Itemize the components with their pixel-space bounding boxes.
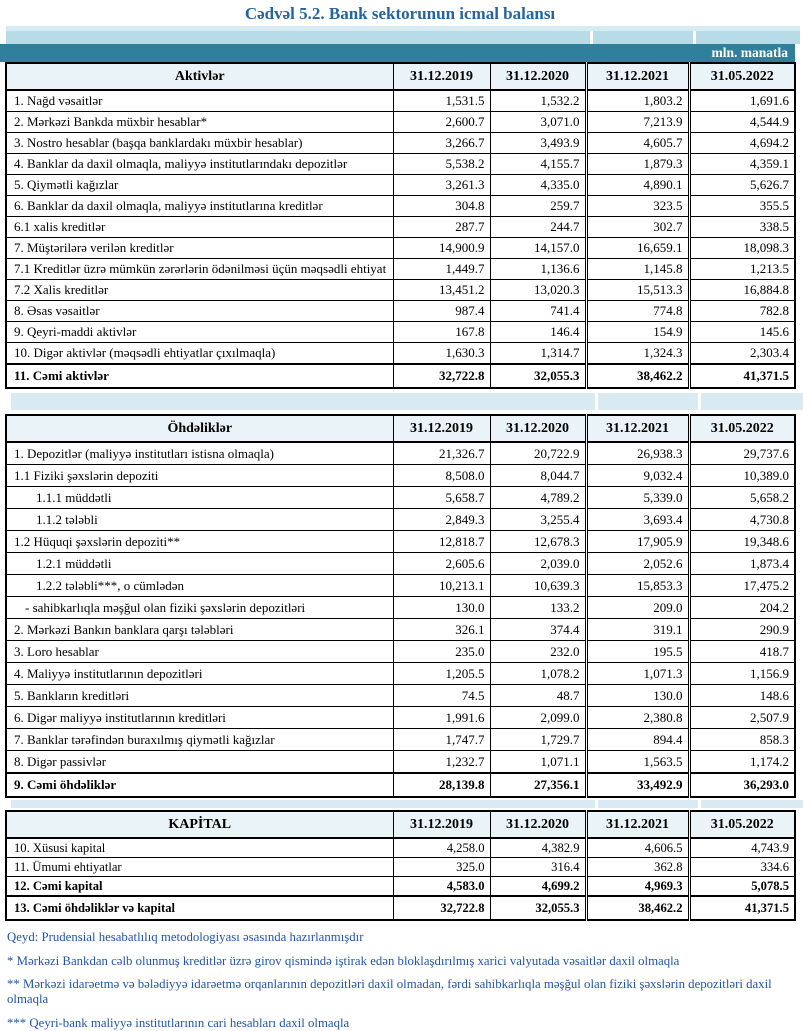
cell-value: 3,255.4	[490, 509, 586, 531]
row-label: 6.1 xalis kreditlər	[6, 217, 393, 238]
table-row	[6, 259, 795, 280]
table-row	[6, 641, 795, 663]
cell-value: 1,071.1	[490, 751, 586, 774]
cell-value: 13,020.3	[490, 280, 586, 301]
cell-value: 2,052.6	[586, 553, 689, 575]
row-label: 10. Digər aktivlər (məqsədli ehtiyatlar çıxılmaqla)	[6, 343, 393, 365]
cell-value: 858.3	[689, 729, 795, 751]
cell-value: 38,462.2	[586, 896, 689, 920]
cell-value: 17,905.9	[586, 531, 689, 553]
table-header-row	[6, 63, 795, 90]
cell-value: 10,639.3	[490, 575, 586, 597]
footnotes	[7, 930, 800, 1031]
cell-value: 1,156.9	[689, 663, 795, 685]
cell-value: 145.6	[689, 322, 795, 343]
row-label: 4. Banklar da daxil olmaqla, maliyyə institutlarındakı depozitlər	[6, 154, 393, 175]
cell-value: 323.5	[586, 196, 689, 217]
cell-value: 304.8	[393, 196, 490, 217]
decor-band-light	[6, 31, 800, 44]
cell-value: 1,232.7	[393, 751, 490, 774]
cell-value: 1,174.2	[689, 751, 795, 774]
cell-value: 4,699.2	[490, 877, 586, 897]
cell-value: 12,678.3	[490, 531, 586, 553]
cell-value: 4,694.2	[689, 133, 795, 154]
row-label: 7.1 Kreditlər üzrə mümkün zərərlərin ödənilməsi üçün məqsədli ehtiyat	[6, 259, 393, 280]
cell-value: 146.4	[490, 322, 586, 343]
band-column-gap	[698, 800, 701, 808]
cell-value: 1,873.4	[689, 553, 795, 575]
cell-value: 4,890.1	[586, 175, 689, 196]
cell-value: 2,605.6	[393, 553, 490, 575]
cell-value: 3,261.3	[393, 175, 490, 196]
cell-value: 26,938.3	[586, 442, 689, 465]
row-label: 9. Qeyri-maddi aktivlər	[6, 322, 393, 343]
table-row	[6, 597, 795, 619]
cell-value: 16,659.1	[586, 238, 689, 259]
cell-value: 3,071.0	[490, 112, 586, 133]
cell-value: 5,339.0	[586, 487, 689, 509]
cell-value: 1,803.2	[586, 90, 689, 112]
cell-value: 2,039.0	[490, 553, 586, 575]
cell-value: 2,849.3	[393, 509, 490, 531]
table-row	[6, 90, 795, 112]
table-row	[6, 575, 795, 597]
cell-value: 8,508.0	[393, 465, 490, 487]
cell-value: 302.7	[586, 217, 689, 238]
table-row	[6, 301, 795, 322]
cell-value: 19,348.6	[689, 531, 795, 553]
row-label: 8. Əsas vəsaitlər	[6, 301, 393, 322]
cell-value: 259.7	[490, 196, 586, 217]
table-row	[6, 685, 795, 707]
table-row	[6, 509, 795, 531]
cell-value: 4,258.0	[393, 838, 490, 858]
cell-value: 10,389.0	[689, 465, 795, 487]
column-header: 31.12.2020	[490, 415, 586, 442]
row-label: 1.1.1 müddətli	[6, 487, 393, 509]
section-title: Aktivlər	[6, 63, 393, 90]
table-row	[6, 663, 795, 685]
cell-value: 5,626.7	[689, 175, 795, 196]
cell-value: 894.4	[586, 729, 689, 751]
band-column-gap	[595, 393, 598, 410]
cell-value: 154.9	[586, 322, 689, 343]
table-row	[6, 858, 795, 877]
cell-value: 1,136.6	[490, 259, 586, 280]
cell-value: 12,818.7	[393, 531, 490, 553]
band-column-gap	[698, 393, 701, 410]
row-label: 3. Nostro hesablar (başqa banklardakı müxbir hesablar)	[6, 133, 393, 154]
cell-value: 4,382.9	[490, 838, 586, 858]
cell-value: 741.4	[490, 301, 586, 322]
cell-value: 338.5	[689, 217, 795, 238]
table-row	[6, 280, 795, 301]
band-column-gap	[595, 800, 598, 808]
footnote: ** Mərkəzi idarəetmə və bələdiyyə idarəetmə orqanlarının depozitləri daxil olmadan, fərdi sahibkarlıqla məşğul olan fiziki şəxslərin depozitləri daxil olmaqla	[7, 977, 772, 1006]
cell-value: 1,563.5	[586, 751, 689, 774]
row-label: 1.2.1 müddətli	[6, 553, 393, 575]
cell-value: 9,032.4	[586, 465, 689, 487]
cell-value: 774.8	[586, 301, 689, 322]
cell-value: 32,055.3	[490, 364, 586, 388]
cell-value: 782.8	[689, 301, 795, 322]
row-label: 7. Banklar tərəfindən buraxılmış qiymətli kağızlar	[6, 729, 393, 751]
section-title: KAPİTAL	[6, 811, 393, 838]
table-row	[6, 465, 795, 487]
table-row	[6, 217, 795, 238]
cell-value: 20,722.9	[490, 442, 586, 465]
cell-value: 1,449.7	[393, 259, 490, 280]
table-row	[6, 487, 795, 509]
row-label: 6. Digər maliyyə institutlarının kreditləri	[6, 707, 393, 729]
cell-value: 195.5	[586, 641, 689, 663]
cell-value: 2,099.0	[490, 707, 586, 729]
cell-value: 355.5	[689, 196, 795, 217]
cell-value: 16,884.8	[689, 280, 795, 301]
cell-value: 2,303.4	[689, 343, 795, 365]
column-header: 31.12.2020	[490, 811, 586, 838]
cell-value: 2,600.7	[393, 112, 490, 133]
table-aktivler	[5, 62, 796, 389]
row-label: 11. Ümumi ehtiyatlar	[6, 858, 393, 877]
row-label: 5. Qiymətli kağızlar	[6, 175, 393, 196]
table-row	[6, 364, 795, 388]
cell-value: 1,747.7	[393, 729, 490, 751]
cell-value: 36,293.0	[689, 773, 795, 797]
row-label: 5. Bankların kreditləri	[6, 685, 393, 707]
cell-value: 3,266.7	[393, 133, 490, 154]
cell-value: 209.0	[586, 597, 689, 619]
cell-value: 325.0	[393, 858, 490, 877]
cell-value: 33,492.9	[586, 773, 689, 797]
band-column-gap	[590, 31, 593, 44]
cell-value: 5,538.2	[393, 154, 490, 175]
cell-value: 2,507.9	[689, 707, 795, 729]
cell-value: 133.2	[490, 597, 586, 619]
cell-value: 130.0	[586, 685, 689, 707]
cell-value: 4,359.1	[689, 154, 795, 175]
cell-value: 1,078.2	[490, 663, 586, 685]
column-header: 31.12.2019	[393, 63, 490, 90]
cell-value: 4,789.2	[490, 487, 586, 509]
page-title: Cədvəl 5.2. Bank sektorunun icmal balansı	[244, 4, 556, 23]
footnote: *** Qeyri-bank maliyyə institutlarının cari hesabları daxil olmaqla	[7, 1015, 350, 1030]
row-label: 1. Depozitlər (maliyyə institutları istisna olmaqla)	[6, 442, 393, 465]
cell-value: 2,380.8	[586, 707, 689, 729]
row-label: 7.2 Xalis kreditlər	[6, 280, 393, 301]
cell-value: 17,475.2	[689, 575, 795, 597]
cell-value: 5,658.7	[393, 487, 490, 509]
row-label: 1.2.2 tələbli***, o cümlədən	[6, 575, 393, 597]
cell-value: 48.7	[490, 685, 586, 707]
table-row	[6, 707, 795, 729]
cell-value: 232.0	[490, 641, 586, 663]
section-separator	[11, 393, 803, 410]
cell-value: 1,314.7	[490, 343, 586, 365]
row-label: 8. Digər passivlər	[6, 751, 393, 774]
cell-value: 235.0	[393, 641, 490, 663]
table-row	[6, 112, 795, 133]
section-title: Öhdəliklər	[6, 415, 393, 442]
cell-value: 290.9	[689, 619, 795, 641]
cell-value: 987.4	[393, 301, 490, 322]
cell-value: 130.0	[393, 597, 490, 619]
cell-value: 1,630.3	[393, 343, 490, 365]
cell-value: 319.1	[586, 619, 689, 641]
column-header: 31.05.2022	[689, 811, 795, 838]
cell-value: 1,691.6	[689, 90, 795, 112]
cell-value: 418.7	[689, 641, 795, 663]
unit-label: mln. manatla	[711, 45, 788, 60]
cell-value: 28,139.8	[393, 773, 490, 797]
cell-value: 167.8	[393, 322, 490, 343]
cell-value: 29,737.6	[689, 442, 795, 465]
column-header: 31.12.2020	[490, 63, 586, 90]
row-label: 7. Müştərilərə verilən kreditlər	[6, 238, 393, 259]
row-label: 11. Cəmi aktivlər	[6, 364, 393, 388]
cell-value: 4,605.7	[586, 133, 689, 154]
cell-value: 18,098.3	[689, 238, 795, 259]
row-label: 2. Mərkəzi Bankda müxbir hesablar*	[6, 112, 393, 133]
row-label: 3. Loro hesablar	[6, 641, 393, 663]
cell-value: 21,326.7	[393, 442, 490, 465]
cell-value: 8,044.7	[490, 465, 586, 487]
cell-value: 204.2	[689, 597, 795, 619]
table-row	[6, 238, 795, 259]
cell-value: 38,462.2	[586, 364, 689, 388]
cell-value: 5,078.5	[689, 877, 795, 897]
row-label: - sahibkarlıqla məşğul olan fiziki şəxslərin depozitləri	[6, 597, 393, 619]
cell-value: 7,213.9	[586, 112, 689, 133]
row-label: 9. Cəmi öhdəliklər	[6, 773, 393, 797]
unit-band	[0, 44, 795, 62]
cell-value: 1,532.2	[490, 90, 586, 112]
column-header: 31.05.2022	[689, 415, 795, 442]
tables-container	[5, 62, 794, 921]
column-header: 31.12.2021	[586, 63, 689, 90]
cell-value: 32,722.8	[393, 364, 490, 388]
table-row	[6, 553, 795, 575]
cell-value: 32,055.3	[490, 896, 586, 920]
cell-value: 362.8	[586, 858, 689, 877]
row-label: 10. Xüsusi kapital	[6, 838, 393, 858]
cell-value: 27,356.1	[490, 773, 586, 797]
cell-value: 1,991.6	[393, 707, 490, 729]
cell-value: 334.6	[689, 858, 795, 877]
cell-value: 14,900.9	[393, 238, 490, 259]
cell-value: 1,205.5	[393, 663, 490, 685]
row-label: 2. Mərkəzi Bankın banklara qarşı tələbləri	[6, 619, 393, 641]
column-header: 31.12.2021	[586, 811, 689, 838]
row-label: 12. Cəmi kapital	[6, 877, 393, 897]
cell-value: 4,155.7	[490, 154, 586, 175]
table-row	[6, 773, 795, 797]
cell-value: 32,722.8	[393, 896, 490, 920]
table-row	[6, 896, 795, 920]
table-row	[6, 619, 795, 641]
table-row	[6, 838, 795, 858]
cell-value: 41,371.5	[689, 896, 795, 920]
cell-value: 3,693.4	[586, 509, 689, 531]
table-row	[6, 322, 795, 343]
row-label: 13. Cəmi öhdəliklər və kapital	[6, 896, 393, 920]
cell-value: 374.4	[490, 619, 586, 641]
row-label: 6. Banklar da daxil olmaqla, maliyyə institutlarına kreditlər	[6, 196, 393, 217]
cell-value: 14,157.0	[490, 238, 586, 259]
cell-value: 3,493.9	[490, 133, 586, 154]
row-label: 1. Nağd vəsaitlər	[6, 90, 393, 112]
table-row	[6, 531, 795, 553]
footnote: * Mərkəzi Bankdan cəlb olunmuş kreditlər üzrə girov qismində iştirak edən bloklaşdırılmış xarici valyutada vəsaitlər daxil olmaqla	[7, 953, 680, 968]
cell-value: 1,531.5	[393, 90, 490, 112]
row-label: 1.2 Hüquqi şəxslərin depoziti**	[6, 531, 393, 553]
table-row	[6, 133, 795, 154]
row-label: 4. Maliyyə institutlarının depozitləri	[6, 663, 393, 685]
table-header-row	[6, 811, 795, 838]
column-header: 31.12.2019	[393, 811, 490, 838]
cell-value: 4,544.9	[689, 112, 795, 133]
cell-value: 10,213.1	[393, 575, 490, 597]
cell-value: 4,335.0	[490, 175, 586, 196]
table-kapital	[5, 810, 796, 921]
cell-value: 1,145.8	[586, 259, 689, 280]
cell-value: 4,730.8	[689, 509, 795, 531]
table-row	[6, 877, 795, 897]
cell-value: 4,969.3	[586, 877, 689, 897]
cell-value: 326.1	[393, 619, 490, 641]
table-ohdelikler	[5, 414, 796, 798]
table-row	[6, 154, 795, 175]
table-row	[6, 751, 795, 774]
row-label: 1.1.2 tələbli	[6, 509, 393, 531]
section-separator	[11, 800, 803, 808]
cell-value: 1,324.3	[586, 343, 689, 365]
cell-value: 4,583.0	[393, 877, 490, 897]
cell-value: 13,451.2	[393, 280, 490, 301]
table-row	[6, 343, 795, 365]
cell-value: 287.7	[393, 217, 490, 238]
cell-value: 5,658.2	[689, 487, 795, 509]
cell-value: 4,743.9	[689, 838, 795, 858]
cell-value: 1,879.3	[586, 154, 689, 175]
cell-value: 74.5	[393, 685, 490, 707]
table-row	[6, 729, 795, 751]
cell-value: 244.7	[490, 217, 586, 238]
table-row	[6, 442, 795, 465]
column-header: 31.12.2021	[586, 415, 689, 442]
cell-value: 148.6	[689, 685, 795, 707]
footnote: Qeyd: Prudensial hesabatlılıq metodologiyası əsasında hazırlanmışdır	[7, 930, 364, 944]
cell-value: 1,071.3	[586, 663, 689, 685]
column-header: 31.05.2022	[689, 63, 795, 90]
cell-value: 316.4	[490, 858, 586, 877]
column-header: 31.12.2019	[393, 415, 490, 442]
row-label: 1.1 Fiziki şəxslərin depoziti	[6, 465, 393, 487]
table-header-row	[6, 415, 795, 442]
band-column-gap	[693, 31, 696, 44]
cell-value: 4,606.5	[586, 838, 689, 858]
cell-value: 41,371.5	[689, 364, 795, 388]
table-row	[6, 175, 795, 196]
cell-value: 1,729.7	[490, 729, 586, 751]
cell-value: 1,213.5	[689, 259, 795, 280]
table-row	[6, 196, 795, 217]
cell-value: 15,513.3	[586, 280, 689, 301]
cell-value: 15,853.3	[586, 575, 689, 597]
